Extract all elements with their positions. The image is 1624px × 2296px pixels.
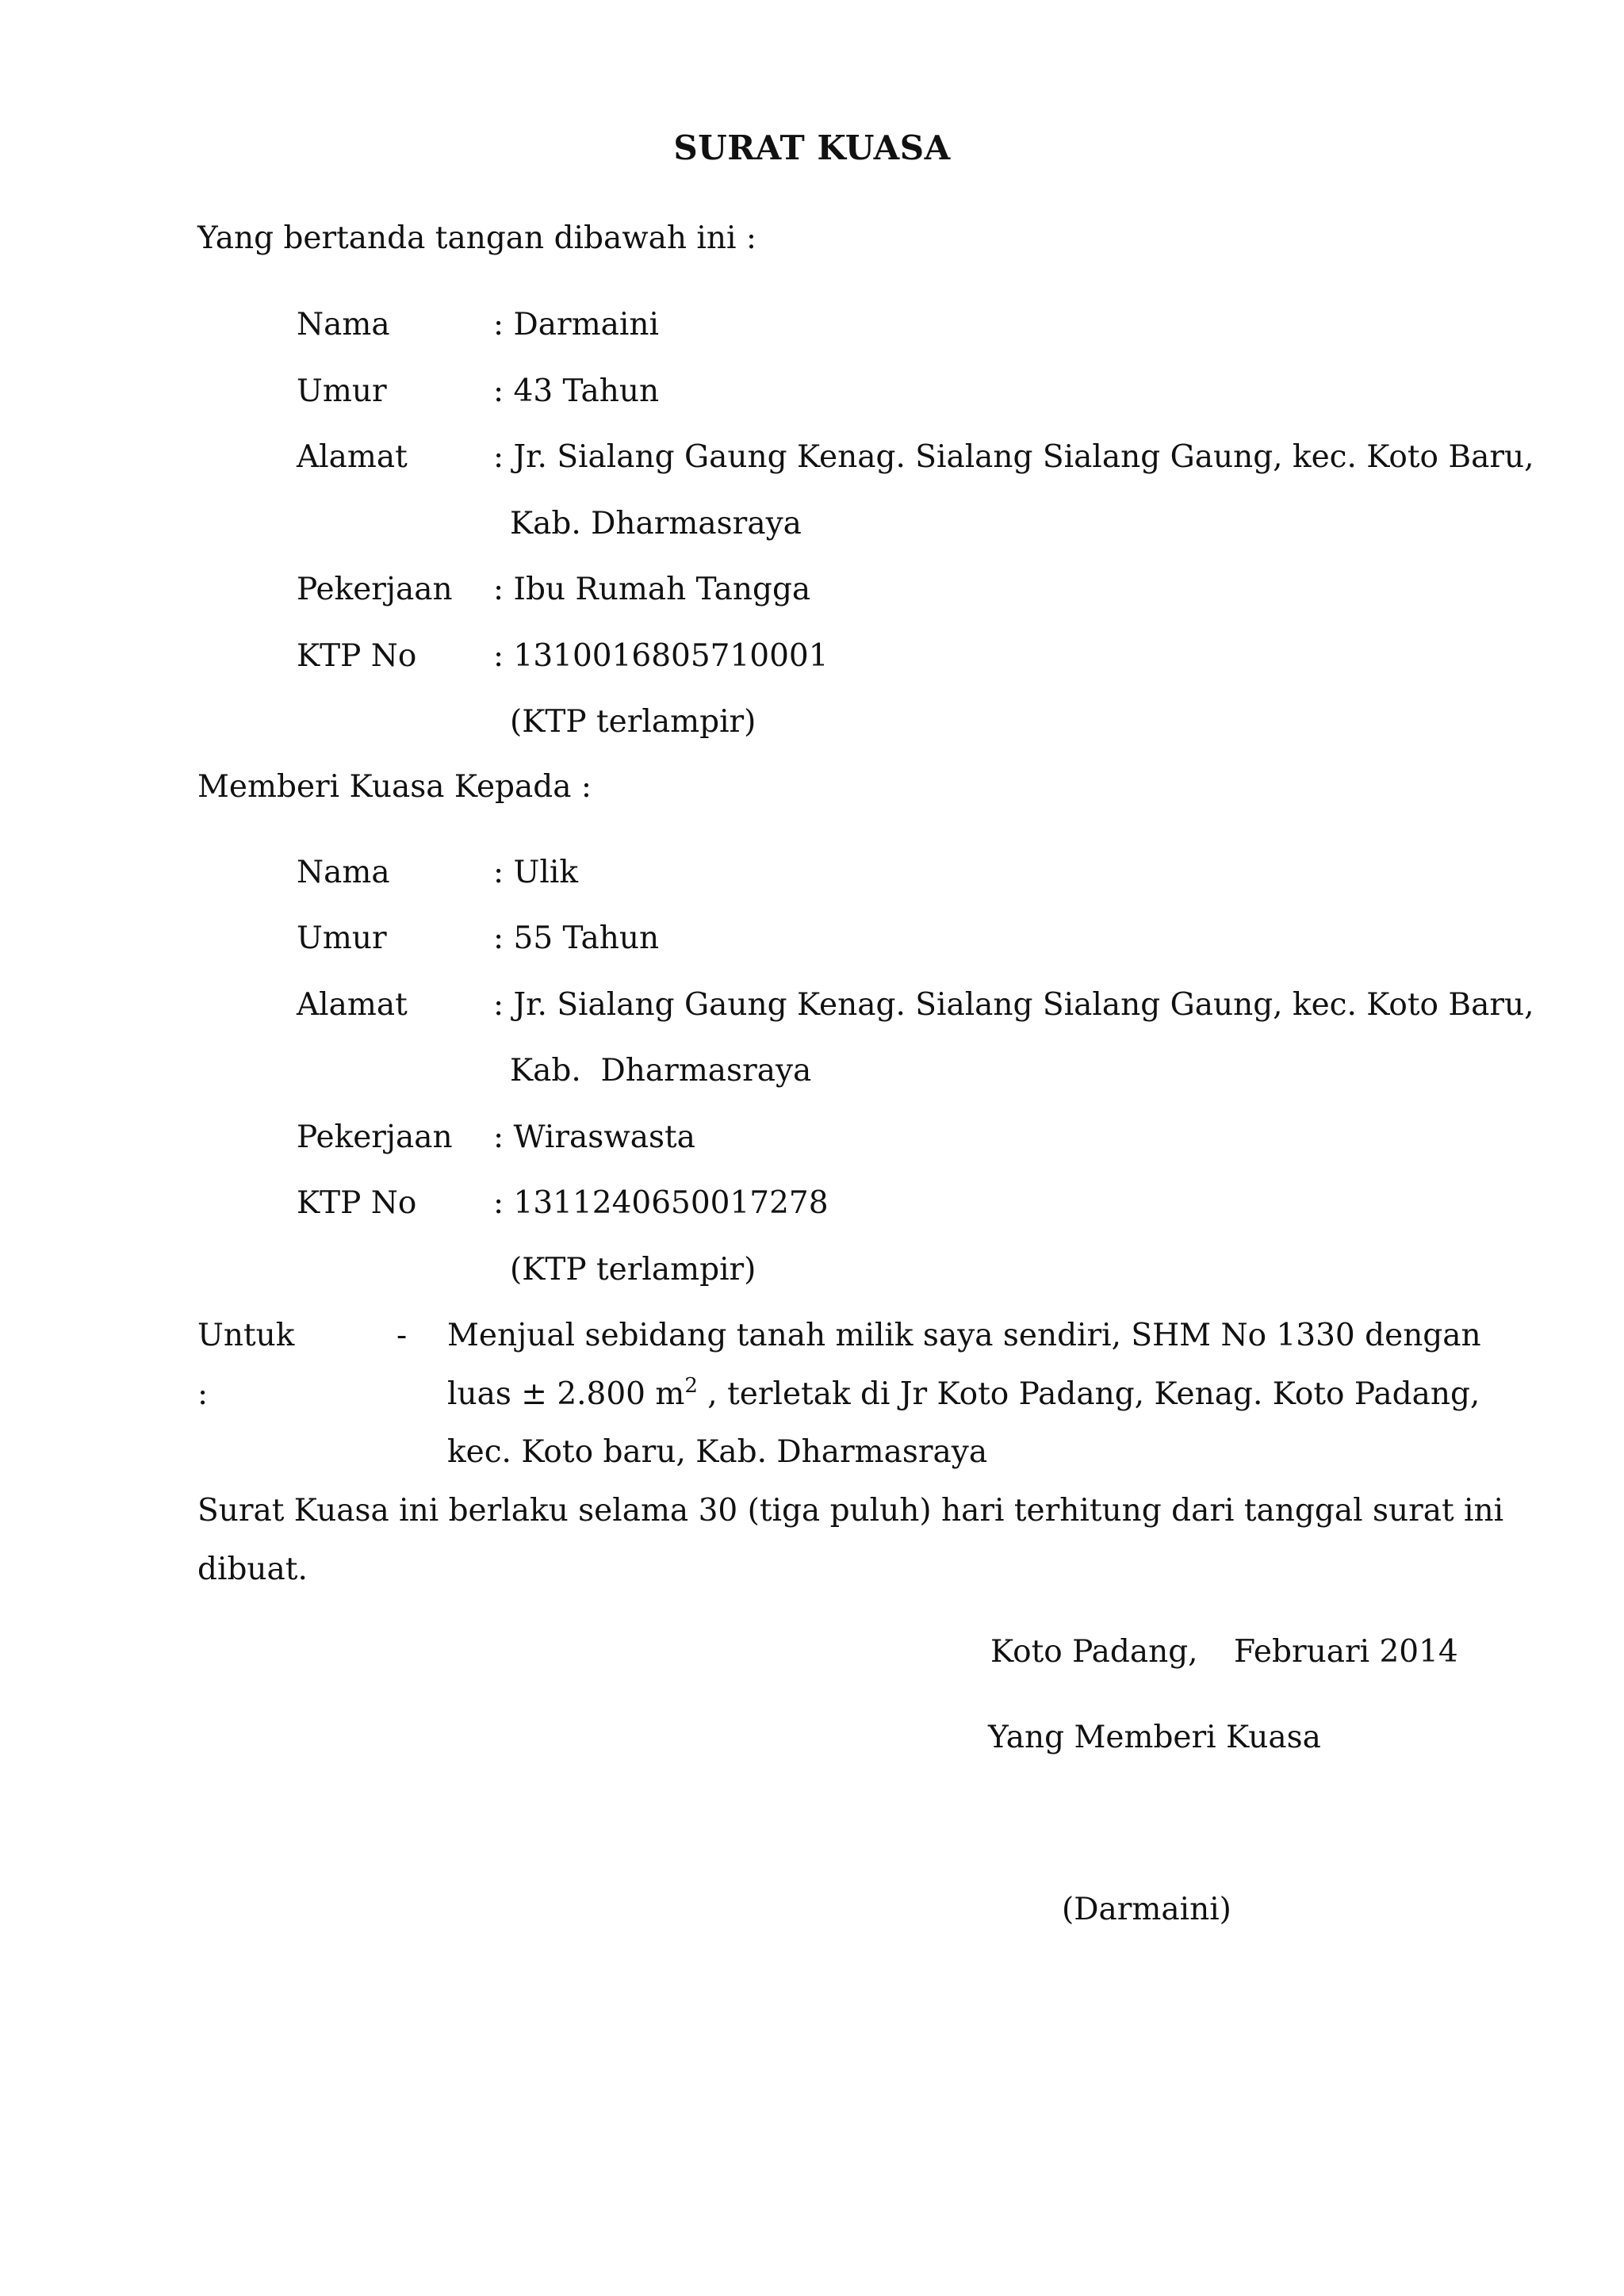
- grantee-ktp-label: KTP No: [297, 1185, 417, 1221]
- grantee-nama-value: : Ulik: [493, 855, 578, 890]
- grantee-umur-label: Umur: [297, 920, 387, 956]
- grantor-alamat-label: Alamat: [297, 439, 408, 475]
- intro-text: Yang bertanda tangan dibawah ini :: [197, 220, 756, 256]
- signature-date: Februari 2014: [1234, 1634, 1458, 1670]
- grantor-pekerjaan-label: Pekerjaan: [297, 572, 453, 607]
- grantee-alamat-value-cont: Kab. Dharmasraya: [510, 1053, 812, 1089]
- grantor-ktp-note: (KTP terlampir): [510, 704, 756, 740]
- signature-role: Yang Memberi Kuasa: [988, 1720, 1321, 1755]
- grantor-nama-value: : Darmaini: [493, 307, 659, 342]
- purpose-dash: -: [396, 1318, 408, 1353]
- grantee-alamat-value: : Jr. Sialang Gaung Kenag. Sialang Sialang Gaung, kec. Koto Baru,: [493, 987, 1534, 1023]
- purpose-label: Untuk: [197, 1318, 295, 1353]
- validity-text: Surat Kuasa ini berlaku selama 30 (tiga puluh) hari terhitung dari tanggal surat ini: [197, 1493, 1504, 1529]
- purpose-colon: :: [197, 1376, 209, 1412]
- grantee-umur-value: : 55 Tahun: [493, 920, 660, 956]
- signature-place: Koto Padang,: [990, 1634, 1198, 1670]
- grantee-alamat-label: Alamat: [297, 987, 408, 1023]
- grantee-ktp-note: (KTP terlampir): [510, 1252, 756, 1288]
- grantor-umur-value: : 43 Tahun: [493, 373, 660, 409]
- grantor-alamat-value-cont: Kab. Dharmasraya: [510, 506, 802, 541]
- purpose-line-2: [447, 1374, 1480, 1412]
- validity-text-cont: dibuat.: [197, 1552, 308, 1587]
- grantor-ktp-label: KTP No: [297, 638, 417, 674]
- area-unit-superscript: 2: [684, 1374, 698, 1398]
- grantor-nama-label: Nama: [297, 307, 390, 342]
- purpose-line-3: kec. Koto baru, Kab. Dharmasraya: [447, 1434, 988, 1470]
- purpose-line-2-rest: , terletak di Jr Koto Padang, Kenag. Koto Padang,: [697, 1376, 1480, 1412]
- grantee-nama-label: Nama: [297, 855, 390, 890]
- grantee-pekerjaan-value: : Wiraswasta: [493, 1119, 695, 1155]
- grant-heading: Memberi Kuasa Kepada :: [197, 769, 592, 805]
- grantor-umur-label: Umur: [297, 373, 387, 409]
- purpose-line-2-main: luas ± 2.800 m: [447, 1376, 685, 1412]
- purpose-line-1: Menjual sebidang tanah milik saya sendiri, SHM No 1330 dengan: [447, 1318, 1481, 1353]
- grantor-alamat-value: : Jr. Sialang Gaung Kenag. Sialang Sialang Gaung, kec. Koto Baru,: [493, 439, 1534, 475]
- document-title: SURAT KUASA: [673, 128, 951, 167]
- grantee-ktp-value: : 1311240650017278: [493, 1185, 829, 1221]
- signature-name: (Darmaini): [1062, 1892, 1231, 1927]
- grantee-pekerjaan-label: Pekerjaan: [297, 1119, 453, 1155]
- grantor-ktp-value: : 1310016805710001: [493, 638, 829, 674]
- grantor-pekerjaan-value: : Ibu Rumah Tangga: [493, 572, 811, 607]
